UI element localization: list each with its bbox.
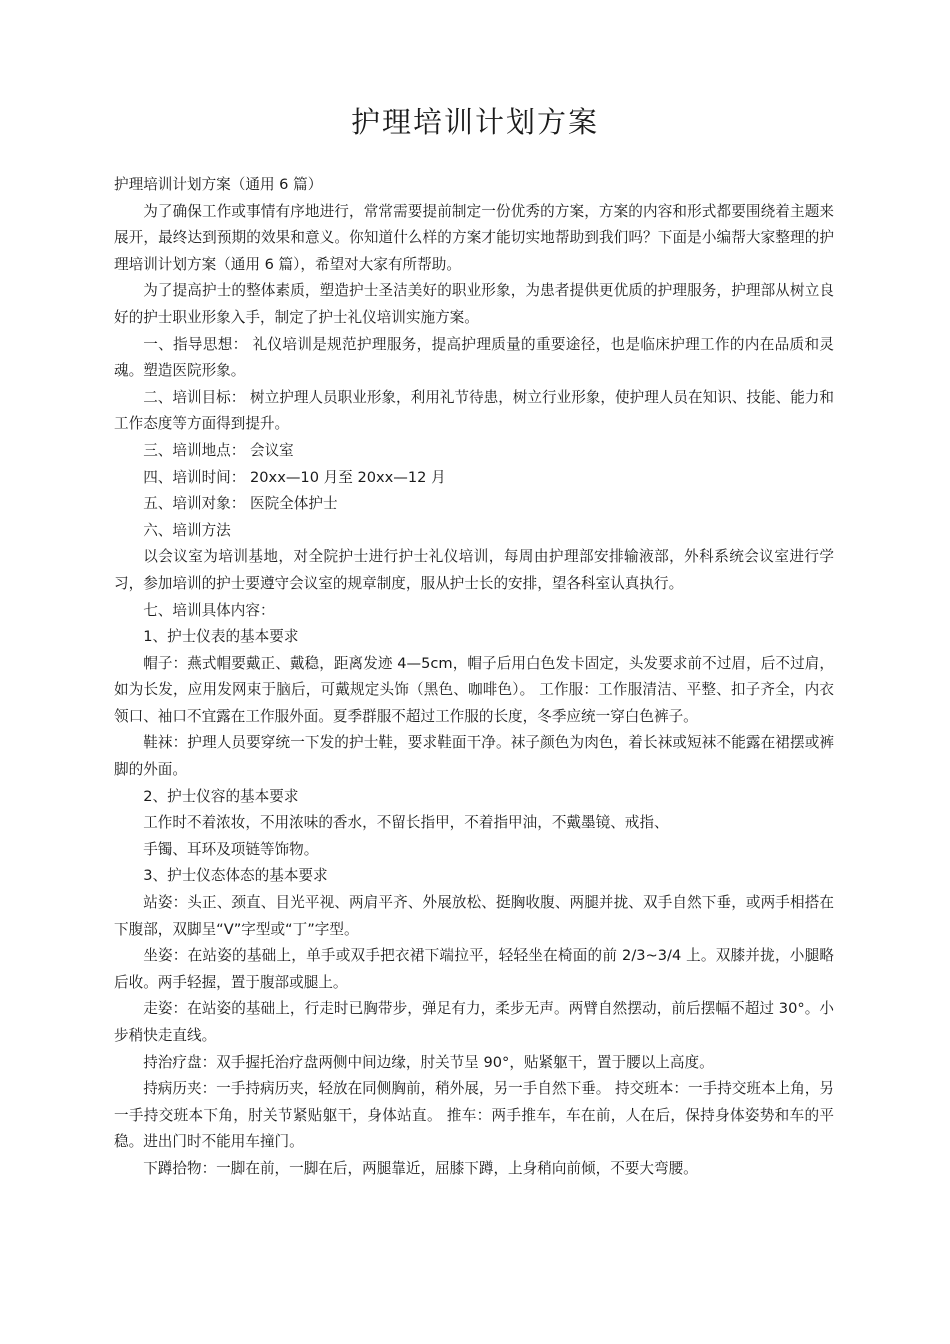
paragraph: 二、培训目标： 树立护理人员职业形象，利用礼节待患，树立行业形象，使护理人员在知识、技能、能力和工作态度等方面得到提升。 [114,388,834,433]
paragraph: 持治疗盘：双手握托治疗盘两侧中间边缘，肘关节呈 90°，贴紧躯干，置于腰以上高度。 [143,1053,714,1071]
paragraph: 持病历夹：一手持病历夹，轻放在同侧胸前，稍外展，另一手自然下垂。 持交班本：一手持交班本上角，另一手持交班本下角，肘关节紧贴躯干，身体站直。 推车：两手推车，车在前，人在后，保持身体姿势和车的平稳。进出门时不能用车撞门。 [114,1080,834,1151]
document-body [114,172,834,1183]
document-title: 护理培训计划方案 [350,105,599,139]
paragraph: 鞋袜：护理人员要穿统一下发的护士鞋，要求鞋面干净。袜子颜色为肉色，着长袜或短袜不能露在裙摆或裤脚的外面。 [114,734,834,779]
paragraph: 站姿：头正、颈直、目光平视、两肩平齐、外展放松、挺胸收腹、两腿并拢、双手自然下垂，或两手相搭在下腹部，双脚呈“V”字型或“丁”字型。 [114,894,834,938]
paragraph: 2、护士仪容的基本要求 [143,787,299,805]
paragraph: 下蹲拾物：一脚在前，一脚在后，两腿靠近，屈膝下蹲，上身稍向前倾，不要大弯腰。 [143,1159,698,1177]
paragraph: 帽子：燕式帽要戴正、戴稳，距离发迹 4—5cm，帽子后用白色发卡固定，头发要求前不过眉，后不过肩，如为长发，应用发网束于脑后，可戴规定头饰（黑色、咖啡色）。 工作服：工作服清洁、平整、扣子齐全，内衣领口、袖口不宜露在工作服外面。夏季群服不超过工作服的长度，冬季应统一穿白色裤子。 [114,654,834,725]
paragraph: 七、培训具体内容： [143,601,275,619]
paragraph: 3、护士仪态体态的基本要求 [143,867,328,885]
paragraph: 为了提高护士的整体素质，塑造护士圣洁美好的职业形象，为患者提供更优质的护理服务，护理部从树立良好的护士职业形象入手，制定了护士礼仪培训实施方案。 [114,282,834,326]
paragraph: 一、指导思想： 礼仪培训是规范护理服务，提高护理质量的重要途径，也是临床护理工作的内在品质和灵魂。塑造医院形象。 [114,335,834,380]
paragraph: 走姿：在站姿的基础上，行走时已胸带步，弹足有力，柔步无声。两臂自然摆动，前后摆幅不超过 30°。小步稍快走直线。 [114,1000,834,1044]
paragraph: 六、培训方法 [143,521,231,539]
paragraph: 以会议室为培训基地，对全院护士进行护士礼仪培训，每周由护理部安排输液部，外科系统会议室进行学习，参加培训的护士要遵守会议室的规章制度，服从护士长的安排，望各科室认真执行。 [114,548,834,592]
paragraph: 工作时不着浓妆，不用浓味的香水，不留长指甲，不着指甲油，不戴墨镜、戒指、 [143,814,669,832]
paragraph: 为了确保工作或事情有序地进行，常常需要提前制定一份优秀的方案，方案的内容和形式都要围绕着主题来展开，最终达到预期的效果和意义。你知道什么样的方案才能切实地帮助到我们吗？下面是小编帮大家整理的护理培训计划方案（通用 6 篇），希望对大家有所帮助。 [114,202,834,273]
paragraph: 手镯、耳环及项链等饰物。 [143,840,319,858]
paragraph: 坐姿：在站姿的基础上，单手或双手把衣裙下端拉平，轻轻坐在椅面的前 2/3~3/4 上。双膝并拢，小腿略后收。两手轻握，置于腹部或腿上。 [114,947,834,991]
paragraph: 三、培训地点： 会议室 [143,441,294,459]
paragraph: 五、培训对象： 医院全体护士 [143,495,338,513]
paragraph: 护理培训计划方案（通用 6 篇） [114,176,323,193]
paragraph: 1、护士仪表的基本要求 [143,628,299,646]
paragraph: 四、培训时间： 20xx—10 月至 20xx—12 月 [143,468,446,486]
